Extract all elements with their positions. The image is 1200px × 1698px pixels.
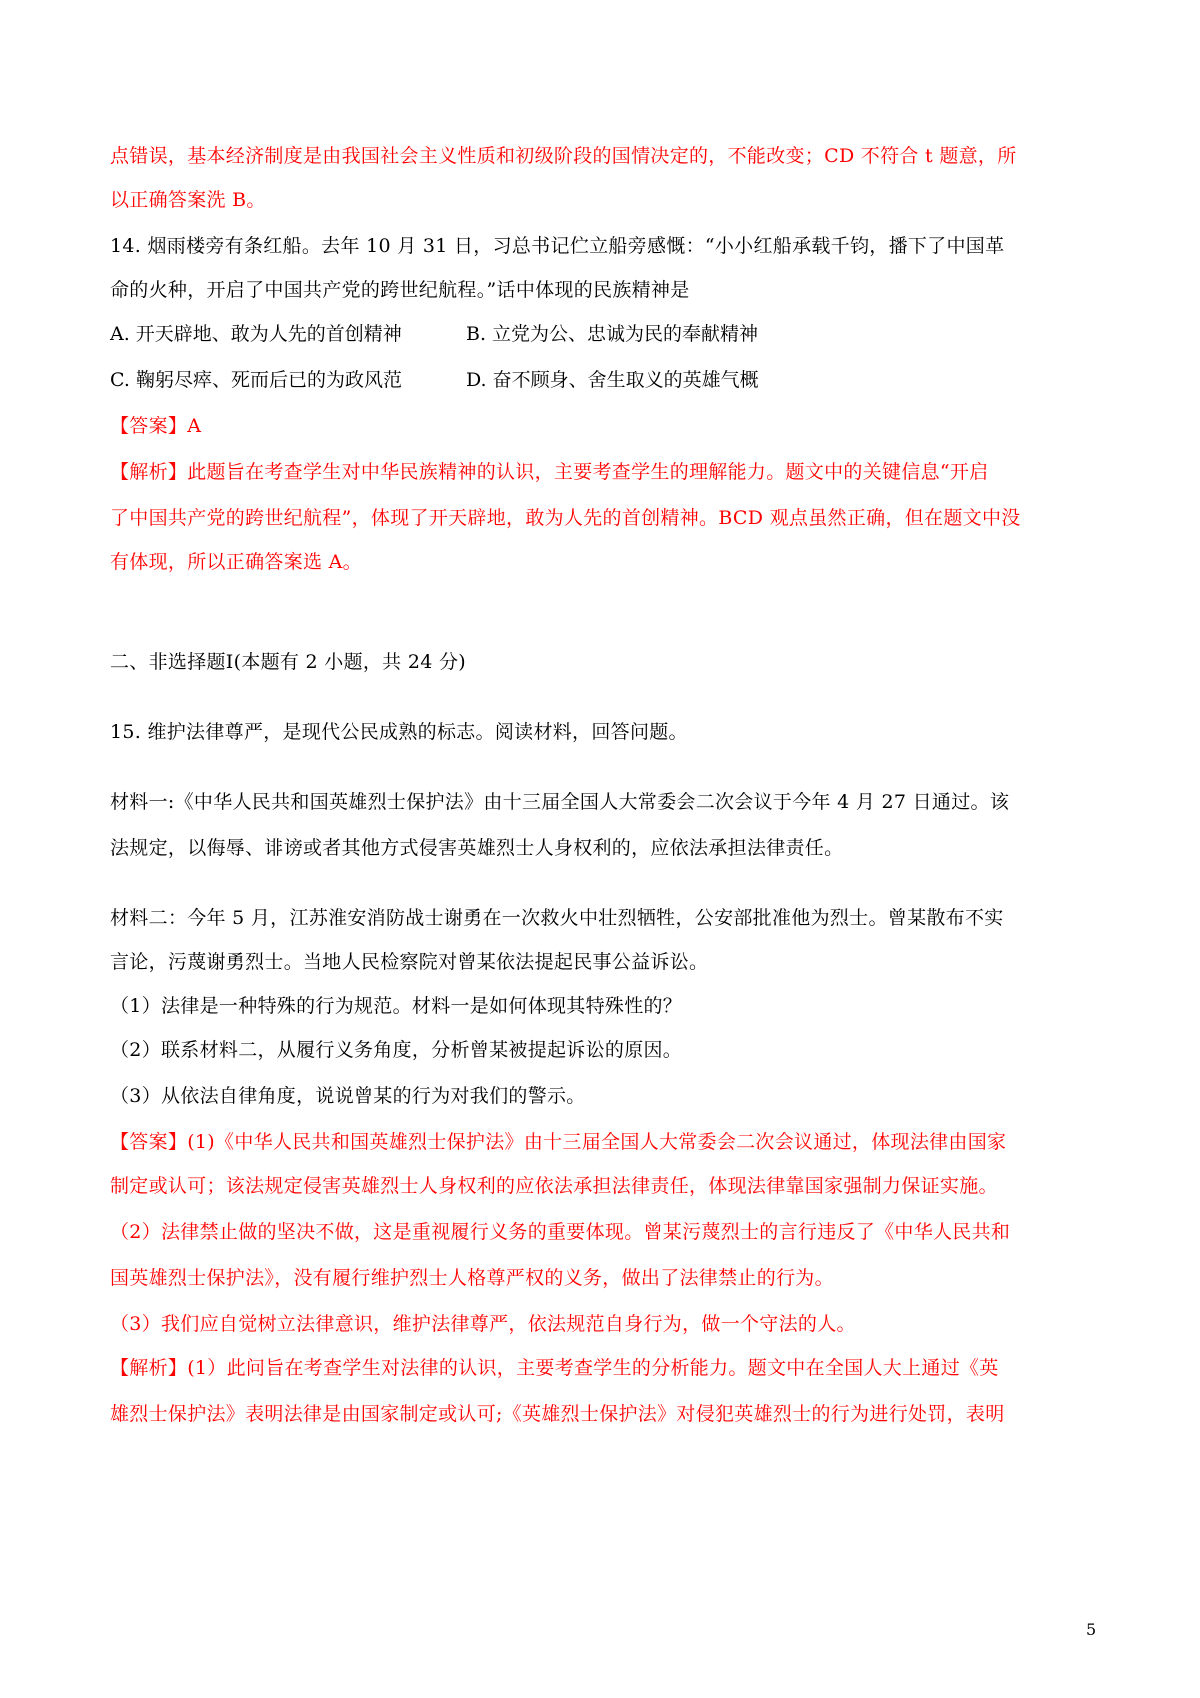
q15-material1-line: 法规定，以侮辱、诽谤或者其他方式侵害英雄烈士人身权利的，应依法承担法律责任。 [110,837,844,859]
q14-stem-line: 命的火种，开启了中国共产党的跨世纪航程。”话中体现的民族精神是 [110,279,690,301]
q14-stem-line: 14. 烟雨楼旁有条红船。去年 10 月 31 日，习总书记伫立船旁感慨：“小小红船承载千钧，播下了中国革 [110,235,1005,257]
q15-question-2: （2）联系材料二，从履行义务角度，分析曾某被提起诉讼的原因。 [110,1039,683,1061]
q15-analysis-line: 雄烈士保护法》表明法律是由国家制定或认可;《英雄烈士保护法》对侵犯英雄烈士的行为进行处罚，表明 [110,1403,1005,1425]
q15-answer-line: （3）我们应自觉树立法律意识，维护法律尊严，依法规范自身行为，做一个守法的人。 [110,1313,856,1335]
q14-option-d: D. 奋不顾身、舍生取义的英雄气概 [466,369,759,391]
section-heading: 二、非选择题Ⅰ(本题有 2 小题，共 24 分) [110,651,466,673]
q14-option-a: A. 开天辟地、敢为人先的首创精神 [110,323,402,345]
q15-answer-line: 【答案】(1)《中华人民共和国英雄烈士保护法》由十三届全国人大常委会二次会议通过，体现法律由国家 [110,1131,1007,1153]
q15-stem: 15. 维护法律尊严，是现代公民成熟的标志。阅读材料，回答问题。 [110,721,688,743]
q15-material2-line: 材料二：今年 5 月，江苏淮安消防战士谢勇在一次救火中壮烈牺牲，公安部批准他为烈士。曾某散布不实 [110,907,1004,929]
q14-option-c: C. 鞠躬尽瘁、死而后已的为政风范 [110,369,402,391]
q13-analysis-line: 以正确答案洗 B。 [110,189,266,211]
q14-analysis-line: 有体现，所以正确答案选 A。 [110,551,362,573]
q14-analysis-line: 了中国共产党的跨世纪航程”，体现了开天辟地，敢为人先的首创精神。BCD 观点虽然正确，但在题文中没 [110,507,1021,529]
q15-question-1: （1）法律是一种特殊的行为规范。材料一是如何体现其特殊性的？ [110,995,683,1017]
q15-material1-line: 材料一:《中华人民共和国英雄烈士保护法》由十三届全国人大常委会二次会议于今年 4 月 27 日通过。该 [110,791,1010,813]
q15-answer-line: 制定或认可；该法规定侵害英雄烈士人身权利的应依法承担法律责任，体现法律靠国家强制力保证实施。 [110,1175,998,1197]
page-number: 5 [1086,1620,1097,1639]
q14-analysis-line: 【解析】此题旨在考查学生对中华民族精神的认识，主要考查学生的理解能力。题文中的关键信息“开启 [110,461,989,483]
q15-material2-line: 言论，污蔑谢勇烈士。当地人民检察院对曾某依法提起民事公益诉讼。 [110,951,709,973]
q14-answer: 【答案】A [110,415,202,437]
q15-answer-line: 国英雄烈士保护法》，没有履行维护烈士人格尊严权的义务，做出了法律禁止的行为。 [110,1267,834,1289]
q15-answer-line: （2）法律禁止做的坚决不做，这是重视履行义务的重要体现。曾某污蔑烈士的言行违反了《中华人民共和 [110,1221,1011,1243]
q13-analysis-line: 点错误，基本经济制度是由我国社会主义性质和初级阶段的国情决定的，不能改变；CD 不符合 t 题意，所 [110,145,1017,167]
q14-option-b: B. 立党为公、忠诚为民的奉献精神 [466,323,759,345]
q15-analysis-line: 【解析】(1）此问旨在考查学生对法律的认识，主要考查学生的分析能力。题文中在全国人大上通过《英 [110,1357,999,1379]
q15-question-3: （3）从依法自律角度，说说曾某的行为对我们的警示。 [110,1085,586,1107]
